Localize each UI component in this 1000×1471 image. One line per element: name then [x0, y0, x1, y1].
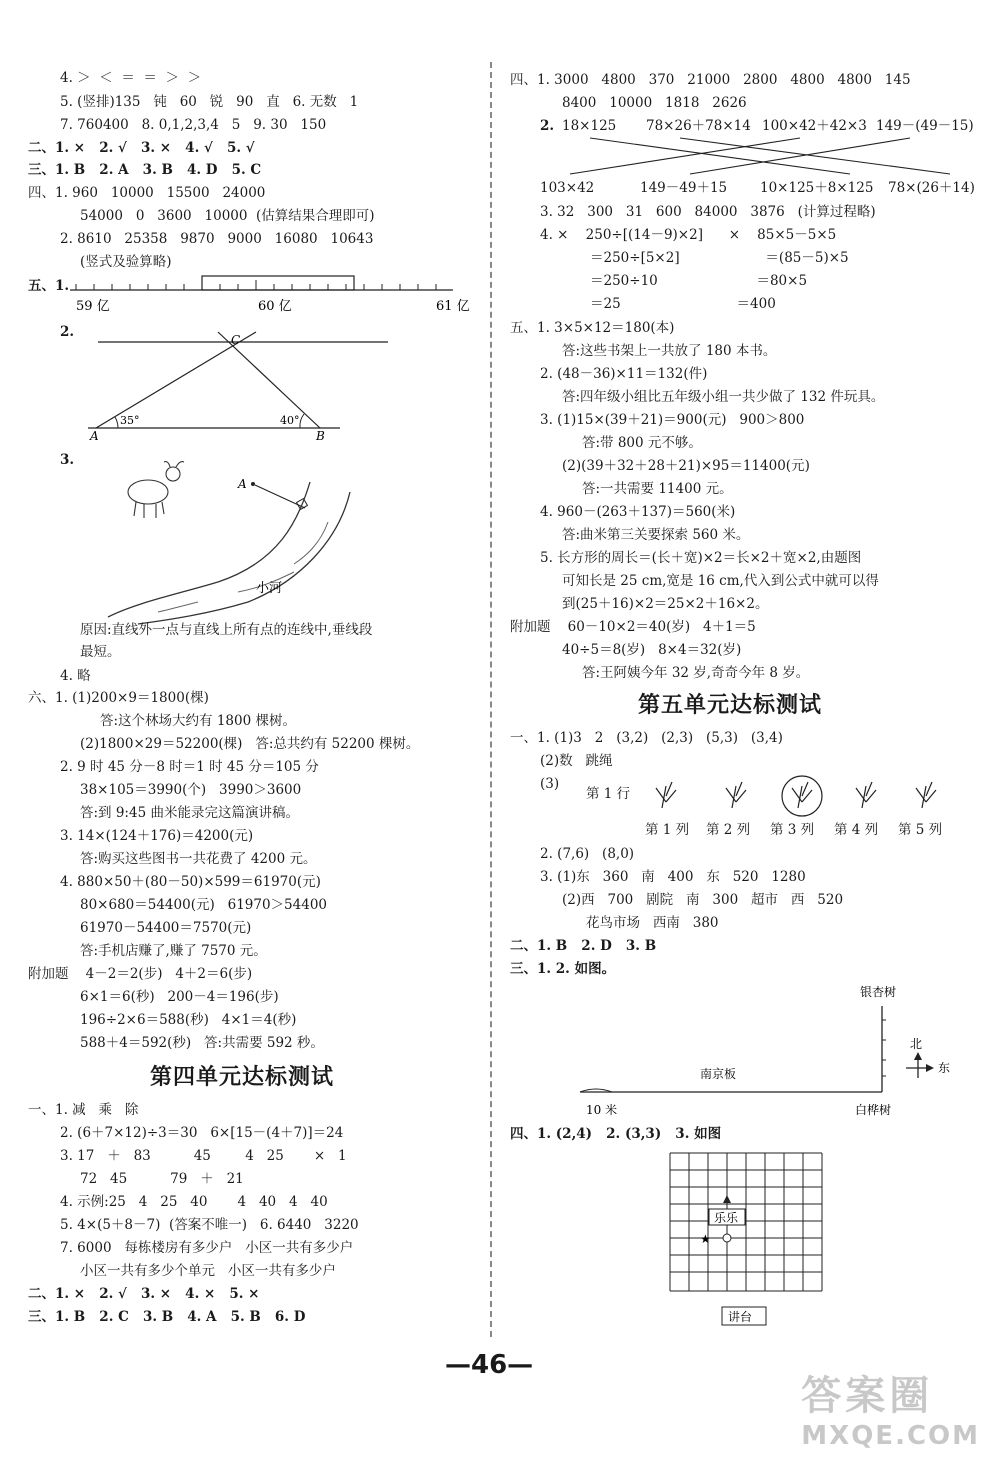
- answer-line: 原因:直线外一点与直线上所有点的连线中,垂线段: [80, 622, 373, 638]
- match-top: 78×26＋78×14: [646, 118, 751, 134]
- point-label: B: [316, 429, 325, 443]
- section-title: 第四单元达标测试: [150, 1064, 335, 1090]
- answer-line: 7. 760400 8. 0,1,2,3,4 5 9. 30 150: [60, 117, 327, 133]
- position-marker: [723, 1234, 731, 1242]
- match-bottom: 149－49＋15: [640, 180, 728, 196]
- answer-line: 小区一共有多少个单元 小区一共有多少户: [80, 1263, 336, 1279]
- answer-line: 2. (7,6) (8,0): [540, 846, 635, 862]
- answer-line: 四、1. 960 10000 15500 24000: [28, 185, 266, 201]
- answer-line: 三、1. 2. 如图。: [510, 961, 616, 977]
- plant-icon: [916, 782, 936, 808]
- answer-line: 54000 0 3600 10000 (估算结果合理即可): [80, 208, 375, 224]
- compass-icon: [906, 1052, 934, 1078]
- answer-line: 答:曲米第三关要探索 560 米。: [562, 527, 750, 543]
- match-top: 18×125: [562, 118, 617, 134]
- answer-line: ＝25 ＝400: [590, 296, 776, 312]
- answer-line: 3. 32 300 31 600 84000 3876 (计算过程略): [540, 204, 876, 220]
- answer-line: 72 45 79 ＋ 21: [80, 1171, 244, 1187]
- row-label: 第 1 行: [586, 786, 631, 802]
- answer-line: 2. (6＋7×12)÷3＝30 6×[15－(4＋7)]＝24: [60, 1125, 344, 1141]
- match-bottom: 78×(26＋14): [888, 180, 975, 196]
- plant-icon: [856, 782, 876, 808]
- answer-line: 61970－54400＝7570(元): [80, 920, 252, 936]
- answer-line: ＝250÷[5×2] ＝(85－5)×5: [590, 250, 849, 266]
- star-icon: ★: [700, 1232, 711, 1246]
- compass-label: 北: [910, 1037, 923, 1051]
- answer-line: 5. 4×(5＋8－7) (答案不唯一) 6. 6440 3220: [60, 1217, 359, 1233]
- student-label: 乐乐: [714, 1211, 739, 1225]
- answer-line: 4. 示例:25 4 25 40 4 40 4 40: [60, 1194, 328, 1210]
- answer-line: 2. 9 时 45 分－8 时＝1 时 45 分＝105 分: [60, 759, 319, 775]
- column-divider: [490, 62, 492, 1337]
- answer-line: 答:一共需要 11400 元。: [582, 481, 733, 497]
- answer-line: (2)1800×29＝52200(棵) 答:总共约有 52200 棵树。: [80, 736, 420, 752]
- answer-line: (竖式及验算略): [80, 254, 172, 270]
- podium-label: 讲台: [728, 1310, 753, 1324]
- answer-line: 最短。: [80, 644, 121, 660]
- answer-line: 3. (1)15×(39＋21)＝900(元) 900＞800: [540, 412, 805, 428]
- answer-line: 二、1. × 2. √ 3. × 4. × 5. ×: [28, 1286, 260, 1302]
- answer-line: 6×1＝6(秒) 200－4＝196(步): [80, 989, 279, 1005]
- angle-figure: [78, 320, 408, 443]
- answer-line: 花鸟市场 西南 380: [586, 915, 719, 931]
- answer-line: ＝250÷10 ＝80×5: [590, 273, 808, 289]
- number-line-figure: [68, 272, 470, 322]
- arrow-icon: [723, 1195, 731, 1203]
- answer-line: (3): [540, 776, 560, 792]
- answer-line: 到(25＋16)×2＝25×2＋16×2。: [562, 596, 769, 612]
- answer-line: 4. 880×50＋(80－50)×599＝61970(元): [60, 874, 321, 890]
- answer-line: 40÷5＝8(岁) 8×4＝32(岁): [562, 642, 742, 658]
- answer-line: 8400 10000 1818 2626: [562, 95, 747, 111]
- answer-line: 5. 长方形的周长＝(长＋宽)×2＝长×2＋宽×2,由题图: [540, 550, 862, 566]
- answer-line: 196÷2×6＝588(秒) 4×1＝4(秒): [80, 1012, 297, 1028]
- compass-label: 东: [938, 1061, 951, 1075]
- answer-line: 4. 960－(263＋137)＝560(米): [540, 504, 736, 520]
- matching-lines: [550, 134, 980, 178]
- map-label: 南京板: [700, 1067, 737, 1081]
- match-top: 149－(49－15): [876, 118, 974, 134]
- answer-line: 二、1. B 2. D 3. B: [510, 938, 657, 954]
- answer-line: 3. 17 ＋ 83 45 4 25 × 1: [60, 1148, 347, 1164]
- angle-label: 40°: [280, 414, 300, 427]
- seat-grid-figure: [660, 1145, 850, 1330]
- map-figure: [570, 980, 970, 1120]
- answer-line: (2)数 跳绳: [540, 753, 613, 769]
- col-label: 第 4 列: [834, 822, 879, 838]
- answer-line: 三、1. B 2. A 3. B 4. D 5. C: [28, 162, 262, 178]
- answer-line: 三、1. B 2. C 3. B 4. A 5. B 6. D: [28, 1309, 306, 1325]
- answer-line: 7. 6000 每栋楼房有多少户 小区一共有多少户: [60, 1240, 354, 1256]
- answer-line: 4. ＞ ＜ ＝ ＝ ＞ ＞: [60, 70, 202, 86]
- answer-line: 5. (竖排)135 钝 60 锐 90 直 6. 无数 1: [60, 94, 359, 110]
- river-figure: [98, 452, 398, 612]
- point-a-dot: [251, 482, 255, 486]
- match-top: 100×42＋42×3: [762, 118, 867, 134]
- answer-line: 4. × 250÷[(14－9)×2] × 85×5－5×5: [540, 227, 837, 243]
- map-label: 10 米: [586, 1103, 618, 1117]
- answer-line: 2. (48－36)×11＝132(件): [540, 366, 708, 382]
- answer-line: 3. (1)东 360 南 400 东 520 1280: [540, 869, 806, 885]
- answer-line: 附加题 60－10×2＝40(岁) 4＋1＝5: [510, 619, 756, 635]
- col-label: 第 5 列: [898, 822, 943, 838]
- answer-line: 2. 8610 25358 9870 9000 16080 10643: [60, 231, 374, 247]
- answer-line: 答:这个林场大约有 1800 棵树。: [100, 713, 296, 729]
- watermark-url: MXQE.COM: [801, 1421, 980, 1451]
- answer-line: 4. 略: [60, 668, 91, 684]
- number-line-label: 五、1.: [28, 278, 70, 294]
- match-bottom: 10×125＋8×125: [760, 180, 874, 196]
- point-label: C: [231, 333, 241, 347]
- tick-label: 60 亿: [258, 299, 292, 314]
- section-title: 第五单元达标测试: [638, 692, 823, 718]
- answer-line: 答:带 800 元不够。: [582, 435, 702, 451]
- figure-label: 2.: [540, 118, 555, 134]
- answer-line: 3. 14×(124＋176)＝4200(元): [60, 828, 254, 844]
- answer-line: 五、1. 3×5×12＝180(本): [510, 320, 675, 336]
- point-label: A: [90, 429, 99, 443]
- answer-line: 588＋4＝592(秒) 答:共需要 592 秒。: [80, 1035, 324, 1051]
- plant-row: [650, 772, 970, 822]
- goat-illustration: [128, 462, 184, 518]
- answer-line: 80×680＝54400(元) 61970＞54400: [80, 897, 328, 913]
- answer-line: 答:手机店赚了,赚了 7570 元。: [80, 943, 267, 959]
- answer-line: 答:四年级小组比五年级小组一共少做了 132 件玩具。: [562, 389, 885, 405]
- col-label: 第 1 列: [645, 822, 690, 838]
- map-label: 白桦树: [855, 1103, 892, 1117]
- figure-label: 3.: [60, 452, 75, 468]
- map-label: 银杏树: [860, 985, 897, 999]
- answer-line: 答:到 9:45 曲米能录完这篇演讲稿。: [80, 805, 299, 821]
- plant-icon: [726, 782, 746, 808]
- watermark-text: 答案圈: [801, 1373, 934, 1419]
- angle-label: 35°: [120, 414, 140, 427]
- plant-icon: [792, 782, 812, 808]
- watermark: [801, 1364, 980, 1451]
- answer-line: 六、1. (1)200×9＝1800(棵): [28, 690, 209, 706]
- river-label: 小河: [256, 581, 283, 596]
- page-number: —46—: [445, 1350, 534, 1380]
- answer-line: 二、1. × 2. √ 3. × 4. √ 5. √: [28, 140, 255, 156]
- answer-line: 答:王阿姨今年 32 岁,奇奇今年 8 岁。: [582, 665, 810, 681]
- answer-line: 四、1. 3000 4800 370 21000 2800 4800 4800 145: [510, 72, 911, 88]
- tick-label: 59 亿: [76, 299, 110, 314]
- answer-line: 可知长是 25 cm,宽是 16 cm,代入到公式中就可以得: [562, 573, 879, 589]
- col-label: 第 2 列: [706, 822, 751, 838]
- figure-label: 2.: [60, 324, 75, 340]
- answer-line: (2)(39＋32＋28＋21)×95＝11400(元): [562, 458, 810, 474]
- col-label: 第 3 列: [770, 822, 815, 838]
- answer-line: (2)西 700 剧院 南 300 超市 西 520: [562, 892, 844, 908]
- tick-label: 61 亿: [436, 299, 470, 314]
- answer-line: 四、1. (2,4) 2. (3,3) 3. 如图: [510, 1126, 722, 1142]
- answer-line: 38×105＝3990(个) 3990＞3600: [80, 782, 302, 798]
- answer-line: 答:购买这些图书一共花费了 4200 元。: [80, 851, 317, 867]
- answer-line: 一、1. (1)3 2 (3,2) (2,3) (5,3) (3,4): [510, 730, 783, 746]
- answer-line: 一、1. 减 乘 除: [28, 1102, 139, 1118]
- point-label: A: [238, 477, 247, 491]
- match-bottom: 103×42: [540, 180, 595, 196]
- plant-icon: [656, 782, 676, 808]
- answer-line: 答:这些书架上一共放了 180 本书。: [562, 343, 777, 359]
- answer-line: 附加题 4－2＝2(步) 4＋2＝6(步): [28, 966, 253, 982]
